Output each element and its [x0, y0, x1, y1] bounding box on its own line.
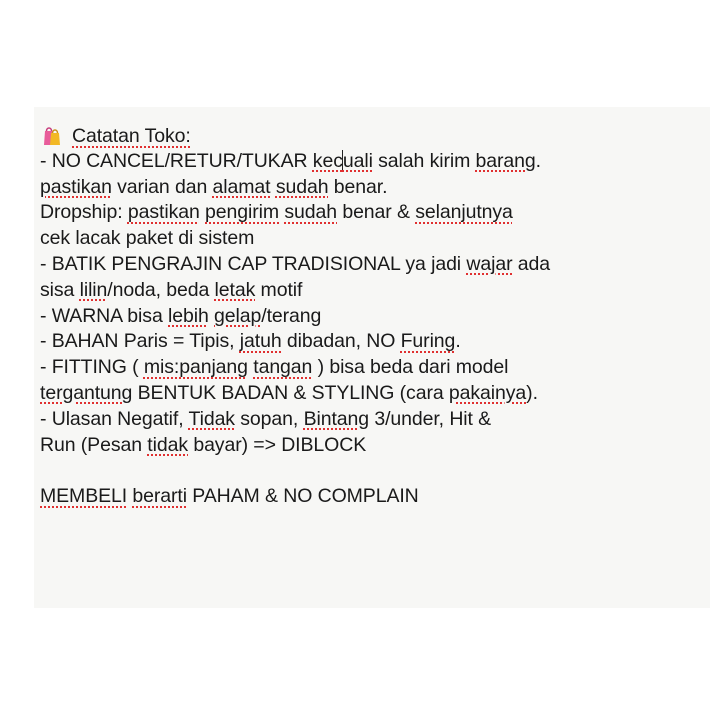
misspelled-word: tidak — [147, 433, 188, 456]
note-text-segment: - Ulasan Negatif, — [40, 407, 189, 430]
note-text-segment: Run (Pesan — [40, 433, 148, 456]
note-text-segment: ) bisa beda dari model — [312, 356, 509, 379]
misspelled-word: uali — [342, 149, 373, 172]
note-text-segment: - WARNA bisa — [40, 304, 169, 327]
note-line — [40, 226, 704, 252]
note-text-segment: sopan, — [234, 407, 304, 430]
misspelled-word: barang — [475, 149, 536, 172]
misspelled-word: sudah — [284, 201, 337, 224]
misspelled-word: selanjutnya — [415, 201, 513, 224]
note-line — [40, 252, 704, 278]
note-line — [40, 381, 704, 407]
note-text-segment: . — [455, 330, 461, 353]
misspelled-word: alamat — [212, 175, 271, 198]
misspelled-word: lebih — [168, 304, 209, 327]
misspelled-word: sudah — [275, 175, 329, 198]
misspelled-word: MEMBELI — [40, 485, 128, 508]
misspelled-word: kec — [312, 149, 343, 172]
misspelled-word: pastikan — [127, 201, 200, 224]
note-text-segment: benar. — [328, 175, 388, 198]
note-body[interactable] — [40, 123, 704, 510]
misspelled-word: gelap — [214, 304, 262, 327]
note-line — [40, 355, 704, 381]
note-text-segment: 3/under, Hit & — [369, 407, 492, 430]
note-line — [40, 484, 704, 510]
note-text-segment: PAHAM & NO COMPLAIN — [186, 485, 419, 508]
note-text-segment: ). — [526, 381, 538, 404]
note-text-segment: sisa — [40, 278, 80, 301]
misspelled-word: tangan — [253, 356, 313, 379]
note-text-segment: bayar) => DIBLOCK — [188, 433, 367, 456]
note-line — [40, 433, 704, 459]
misspelled-word: pastikan — [40, 175, 112, 198]
note-line — [40, 329, 704, 355]
note-line — [40, 149, 704, 175]
note-text-segment: benar & — [337, 201, 416, 224]
misspelled-word: tergantung — [40, 381, 133, 404]
note-text-segment: dibadan, NO — [281, 330, 401, 353]
misspelled-word: wajar — [466, 252, 513, 275]
misspelled-word: Tidak — [188, 407, 235, 430]
misspelled-word: pakainya — [448, 381, 527, 404]
shopping-bags-icon — [40, 123, 64, 147]
note-text-segment: . — [535, 149, 541, 172]
note-title: Catatan Toko: — [72, 125, 191, 147]
note-text-segment: - BAHAN Paris = Tipis, — [40, 330, 240, 353]
note-blank-line — [40, 458, 704, 484]
misspelled-word: Bintang — [303, 407, 369, 430]
note-text-segment: salah kirim — [372, 149, 476, 172]
note-text-segment: /terang — [261, 304, 322, 327]
note-text-segment: BENTUK BADAN & STYLING (cara — [132, 381, 449, 404]
misspelled-word: Furing — [400, 330, 456, 353]
note-lines — [40, 149, 704, 510]
note-line — [40, 304, 704, 330]
misspelled-word: berarti — [132, 485, 187, 508]
misspelled-word: lilin — [79, 278, 108, 301]
note-line — [40, 175, 704, 201]
note-text-segment: - BATIK PENGRAJIN CAP TRADISIONAL ya jadi — [40, 252, 467, 275]
note-text-segment: motif — [255, 278, 303, 301]
misspelled-word: pengirim — [205, 201, 280, 224]
note-line — [40, 278, 704, 304]
note-line — [40, 200, 704, 226]
note-text-segment: varian dan — [111, 175, 213, 198]
misspelled-word: jatuh — [239, 330, 282, 353]
misspelled-word: mis:panjang — [143, 356, 248, 379]
note-text-segment: cek lacak paket di sistem — [40, 227, 255, 250]
note-text-segment: Dropship: — [40, 201, 128, 224]
note-text-segment: /noda, beda — [107, 278, 215, 301]
misspelled-word: letak — [214, 278, 256, 301]
note-title-line — [40, 123, 704, 149]
note-panel — [34, 107, 710, 608]
note-line — [40, 407, 704, 433]
note-text-segment: - FITTING ( — [40, 356, 144, 379]
note-text-segment: - NO CANCEL/RETUR/TUKAR — [40, 149, 313, 172]
note-text-segment: ada — [512, 252, 551, 275]
